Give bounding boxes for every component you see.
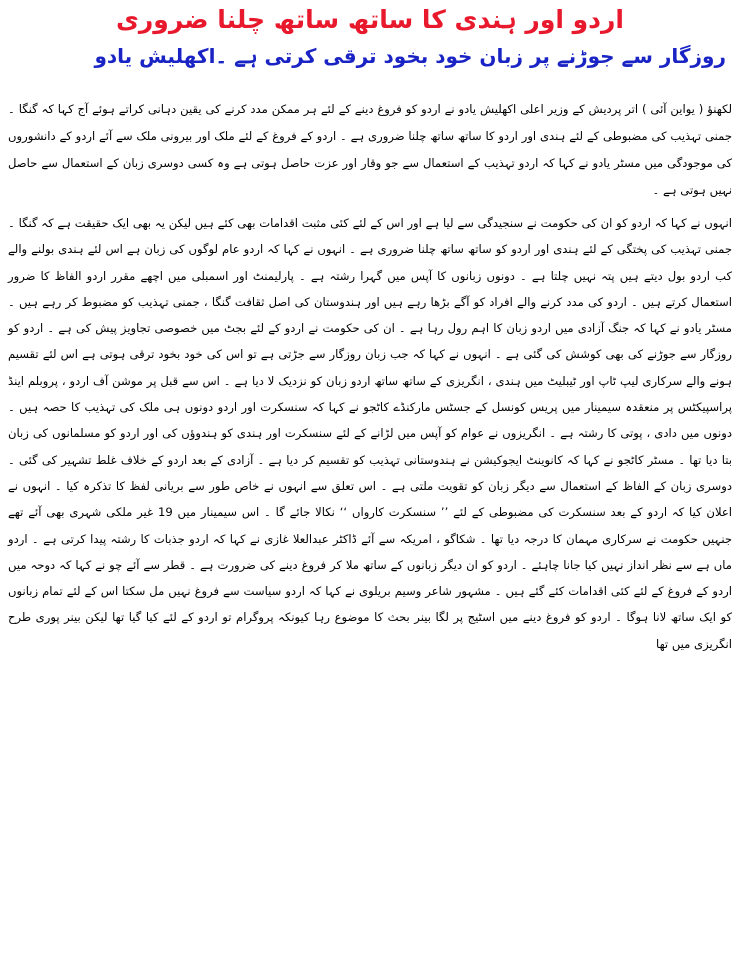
headline: اردو اور ہندی کا ساتھ ساتھ چلنا ضروری — [116, 5, 624, 34]
subheadline: روزگار سے جوڑنے پر زبان خود بخود ترقی کرتی ہے ۔اکھلیش یادو — [94, 44, 726, 68]
article-body — [8, 96, 732, 657]
article-paragraph-2: انہوں نے کہا کہ اردو کو ان کی حکومت نے سنجیدگی سے لیا ہے اور اس کے لئے کئی مثبت اقدامات بھی کئے ہیں لیکن یہ بھی ایک حقیقت ہے کہ گنگا ۔ جمنی تہذیب کی پختگی کے لئے ہندی اور اردو کو ساتھ ساتھ چلنا ضروری ہے ۔ انہوں نے کہا کہ اردو عام لوگوں کی زبان ہے اس لئے ہندی بولنے والے کب اردو بول دیتے ہیں پتہ نہیں چلتا ہے ۔ دونوں زبانوں کا آپس میں گہرا رشتہ ہے ۔ پارلیمنٹ اور اسمبلی میں اچھے مقرر اردو الفاظ کا ضرور استعمال کرتے ہیں ۔ اردو کی مدد کرنے والے افراد کو آگے بڑھا رہے ہیں اور ہندوستان کی اصل ثقافت گنگا ، جمنی تہذیب کو مضبوط کر رہے ہیں ۔ مسٹر یادو نے کہا کہ جنگ آزادی میں اردو زبان کا اہم رول رہا ہے ۔ ان کی حکومت نے اردو کے لئے بجٹ میں خصوصی تجاویز پیش کی ہے ۔ اردو کو روزگار سے جوڑنے کی بھی کوشش کی گئی ہے ۔ انہوں نے کہا کہ جب زبان روزگار سے جڑتی ہے تو اس کی خود بخود ترقی ہوتی ہے اس لئے تقسیم ہونے والے سرکاری لیپ ٹاپ اور ٹیبلیٹ میں ہندی ، انگریزی کے ساتھ ساتھ اردو زبان کو نزدیک لا دیا ہے ۔ اس سے قبل پر موشن آف اردو ، پروبلم اینڈ پراسپیکٹس پر منعقدہ سیمینار میں پریس کونسل کے جسٹس مارکنڈے کاٹجو نے کہا کہ سنسکرت اور اردو دونوں ہی ملک کی تہذیب کا حصہ ہیں ۔ دونوں میں دادی ، پوتی کا رشتہ ہے ۔ انگریزوں نے عوام کو آپس میں لڑانے کے لئے سنسکرت اور ہندی کو ہندوؤں کی اور اردو کو مسلمانوں کی زبان بتا دیا تھا ۔ مسٹر کاٹجو نے کہا کہ کانوینٹ ایجوکیشن نے ہندوستانی تہذیب کو تقسیم کر دیا ہے ۔ آزادی کے بعد اردو کے خلاف غلط تشہیر کی گئی ۔ دوسری زبان کے الفاظ کے استعمال سے دیگر زبان کو تقویت ملتی ہے ۔ اس تعلق سے انہوں نے خاص طور سے بریانی لفظ کا تذکرہ کیا ۔ انہوں نے اعلان کیا کہ اردو کے بعد سنسکرت کی مضبوطی کے لئے ’’ سنسکرت کارواں ‘‘ نکالا جائے گا ۔ اس سیمینار میں 19 غیر ملکی شہری بھی آئے تھے جنہیں حکومت نے سرکاری مہمان کا درجہ دیا تھا ۔ شکاگو ، امریکہ سے آئے ڈاکٹر عبدالعلا غازی نے کہا کہ اردو جذبات کا رشتہ پیدا کرتی ہے ۔ اردو ماں ہے سے نظر انداز نہیں کیا جانا چاہئے ۔ اردو کو ان دیگر زبانوں کے ساتھ ملا کر فروغ دینے کی ضرورت ہے ۔ قطر سے آئے چو نے کہا کہ دوحہ میں اردو کے فروغ کے لئے کئی اقدامات کئے گئے ہیں ۔ مشہور شاعر وسیم بریلوی نے کہا کہ اردو سیاست سے فروغ نہیں مل سکتا اس کے لئے تمام زبانوں کو ایک ساتھ لانا ہوگا ۔ اردو کو فروغ دینے میں اسٹیج پر لگا بینر بحث کا موضوع رہا کیونکہ پروگرام تو اردو کے لئے کیا گیا تھا لیکن بینر پوری طرح انگریزی میں تھا — [8, 216, 732, 651]
article-paragraph-1: لکھنؤ ( یواین آئی ) اتر پردیش کے وزیر اعلی اکھلیش یادو نے اردو کو فروغ دینے کے لئے ہر ممکن مدد کرنے کی یقین دہانی کراتے ہوئے آج کہا کہ گنگا ۔ جمنی تہذیب کی مضبوطی کے لئے ہندی اور اردو کا ساتھ ساتھ چلنا ضروری ہے ۔ اردو کے فروغ کے لئے ملک اور بیرونی ملک سے آئے اردو کے دانشوروں کی موجودگی میں مسٹر یادو نے کہا کہ اردو تہذیب کے استعمال سے جو وقار اور عزت حاصل ہوتی ہے وہ کسی دوسری زبان کے استعمال سے حاصل نہیں ہوتی ہے ۔ — [8, 102, 732, 197]
